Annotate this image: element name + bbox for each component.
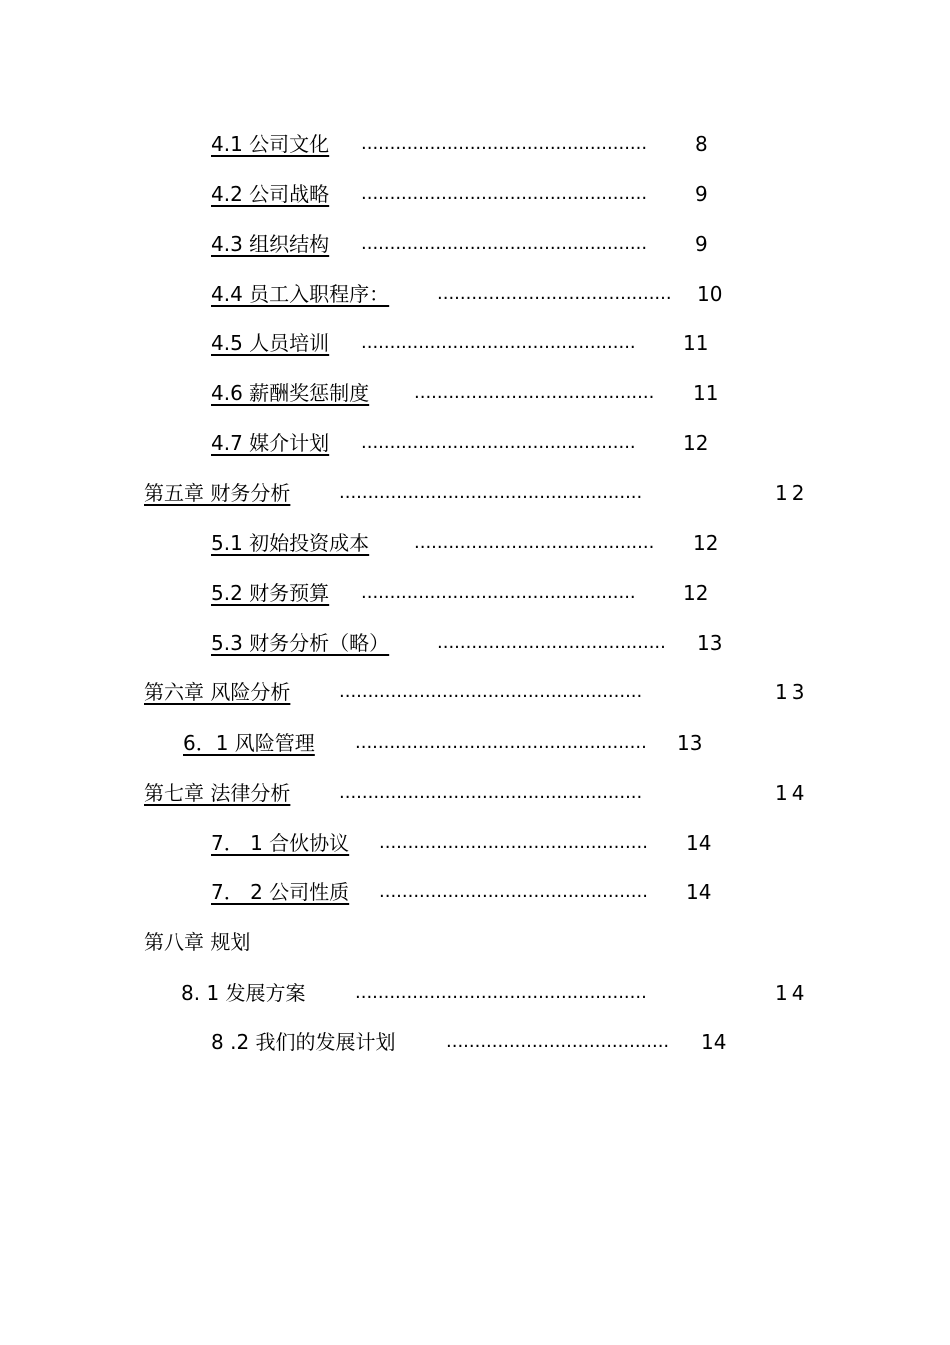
toc-entry-label: 8 .2 我们的发展计划 — [211, 1030, 396, 1054]
toc-leader-dots: .................................................. — [361, 133, 648, 154]
toc-chapter-8 — [144, 928, 444, 956]
toc-leader-dots: .................................................. — [361, 183, 648, 204]
toc-page-number: 14 — [701, 1030, 727, 1054]
toc-chapter-6[interactable] — [144, 678, 814, 706]
toc-entry-label: 5.1 初始投资成本 — [211, 531, 370, 555]
toc-leader-dots: ....................................... — [446, 1031, 670, 1052]
toc-leader-dots: ........................................ — [437, 632, 666, 653]
toc-page-number: 14 — [686, 880, 712, 904]
toc-entry-6-1[interactable] — [183, 729, 723, 757]
toc-entry-label: 第八章 规划 — [144, 930, 251, 954]
toc-leader-dots: ................................................ — [361, 582, 636, 603]
toc-leader-dots: ......................................... — [437, 283, 672, 304]
toc-leader-dots: .................................................. — [361, 233, 648, 254]
toc-leader-dots: ..................................................... — [339, 782, 643, 803]
toc-page-number: 12 — [693, 531, 719, 555]
toc-leader-dots: ................................................ — [361, 332, 636, 353]
toc-chapter-5[interactable] — [144, 479, 814, 507]
toc-page-number: 9 — [695, 232, 708, 256]
toc-entry-4-6[interactable] — [211, 379, 731, 407]
toc-entry-label: 4.7 媒介计划 — [211, 431, 330, 455]
toc-leader-dots: ............................................... — [379, 832, 648, 853]
toc-page-number: 9 — [695, 182, 708, 206]
toc-page-number: 14 — [775, 781, 809, 805]
toc-entry-4-5[interactable] — [211, 329, 731, 357]
toc-entry-label: 4.3 组织结构 — [211, 232, 330, 256]
toc-entry-label: 7． 2 公司性质 — [211, 880, 350, 904]
toc-entry-label: 第六章 风险分析 — [144, 680, 291, 704]
toc-page-number: 8 — [695, 132, 708, 156]
toc-entry-label: 8. 1 发展方案 — [181, 981, 306, 1005]
toc-entry-4-1[interactable] — [211, 130, 731, 158]
toc-entry-5-1[interactable] — [211, 529, 731, 557]
toc-page-number: 12 — [775, 481, 809, 505]
toc-entry-label: 5.3 财务分析（略） — [211, 631, 390, 655]
toc-page-number: 14 — [686, 831, 712, 855]
toc-page-number: 11 — [693, 381, 719, 405]
toc-leader-dots: .......................................... — [414, 532, 655, 553]
toc-page-number: 13 — [677, 731, 703, 755]
toc-page-number: 12 — [683, 431, 709, 455]
toc-entry-label: 7． 1 合伙协议 — [211, 831, 350, 855]
toc-entry-4-7[interactable] — [211, 429, 731, 457]
toc-leader-dots: ............................................... — [379, 881, 648, 902]
toc-entry-label: 第七章 法律分析 — [144, 781, 291, 805]
toc-leader-dots: ................................................... — [355, 732, 647, 753]
toc-entry-label: 6．1 风险管理 — [183, 731, 315, 755]
toc-page-number: 13 — [697, 631, 723, 655]
toc-entry-7-2[interactable] — [211, 878, 731, 906]
toc-page-number: 11 — [683, 331, 709, 355]
toc-leader-dots: ..................................................... — [339, 482, 643, 503]
toc-leader-dots: .......................................... — [414, 382, 655, 403]
toc-entry-5-2[interactable] — [211, 579, 731, 607]
toc-entry-8-2 — [211, 1028, 731, 1056]
toc-entry-label: 第五章 财务分析 — [144, 481, 291, 505]
toc-entry-label: 4.5 人员培训 — [211, 331, 330, 355]
toc-entry-label: 4.6 薪酬奖惩制度 — [211, 381, 370, 405]
toc-entry-8-1 — [181, 979, 814, 1007]
toc-page-number: 13 — [775, 680, 809, 704]
toc-page-number: 14 — [775, 981, 809, 1005]
toc-page-number: 12 — [683, 581, 709, 605]
toc-chapter-7[interactable] — [144, 779, 814, 807]
toc-page-number: 10 — [697, 282, 723, 306]
toc-leader-dots: ................................................ — [361, 432, 636, 453]
toc-leader-dots: ................................................... — [355, 982, 647, 1003]
toc-leader-dots: ..................................................... — [339, 681, 643, 702]
toc-entry-4-2[interactable] — [211, 180, 731, 208]
toc-entry-label: 4.2 公司战略 — [211, 182, 330, 206]
toc-entry-label: 4.4 员工入职程序： — [211, 282, 390, 306]
toc-entry-7-1[interactable] — [211, 829, 731, 857]
toc-entry-label: 4.1 公司文化 — [211, 132, 330, 156]
toc-entry-label: 5.2 财务预算 — [211, 581, 330, 605]
toc-entry-5-3[interactable] — [211, 629, 731, 657]
toc-entry-4-3[interactable] — [211, 230, 731, 258]
toc-entry-4-4[interactable] — [211, 280, 731, 308]
